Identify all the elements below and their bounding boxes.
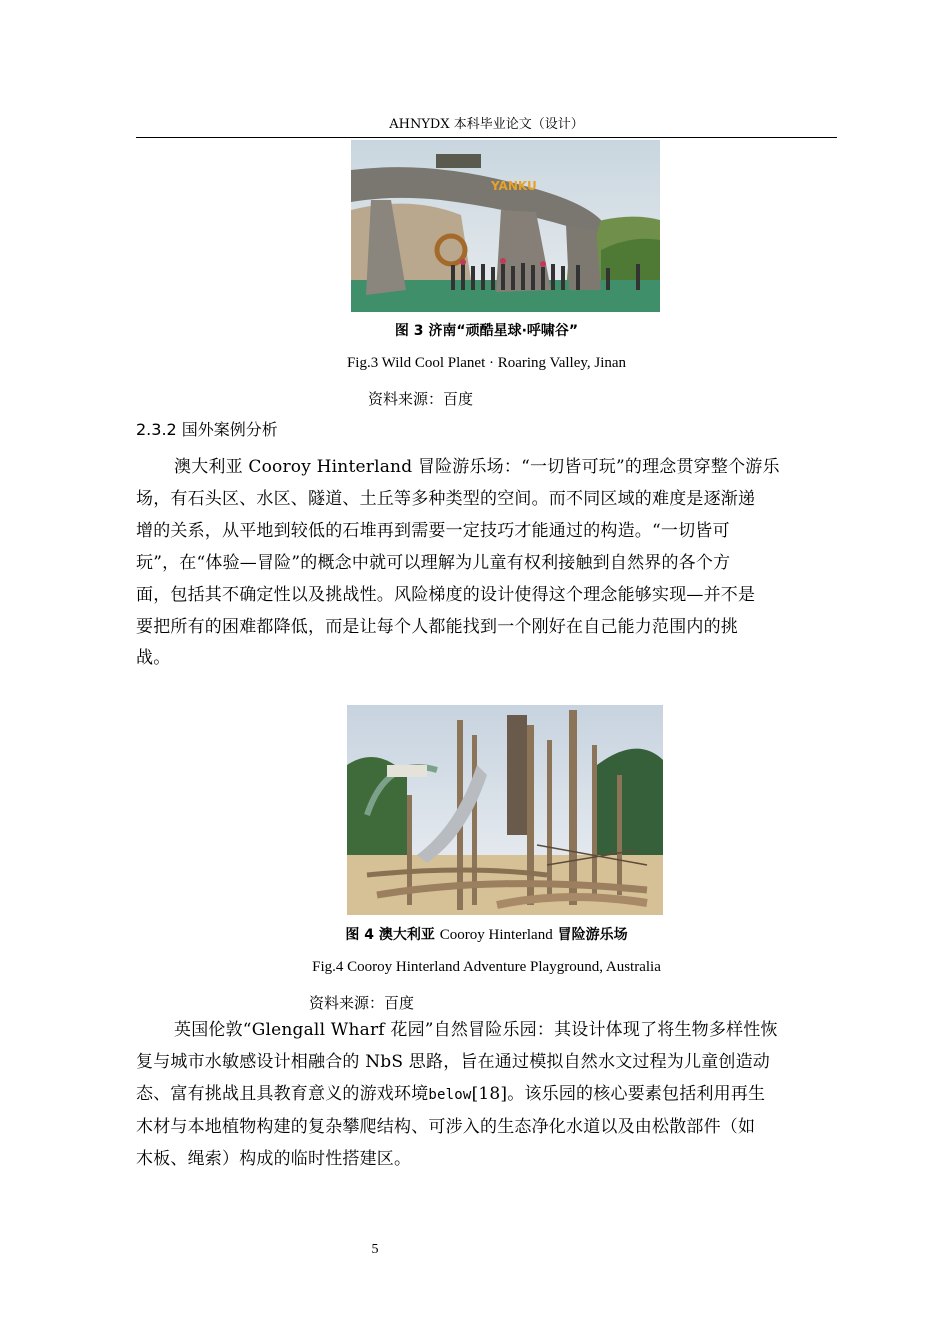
paragraph-1-line: 澳大利亚 Cooroy Hinterland 冒险游乐场：“一切皆可玩”的理念贯穿整个游乐 <box>174 457 780 477</box>
paragraph-1-line: 面，包括其不确定性以及挑战性。风险梯度的设计使得这个理念能够实现—并不是 <box>136 584 756 605</box>
figure-4-caption-en: Fig.4 Cooroy Hinterland Adventure Playground, Australia <box>312 959 661 975</box>
figure-4-caption-cn-suffix: 冒险游乐场 <box>552 927 628 943</box>
paragraph-2-line <box>136 1079 837 1112</box>
paragraph-2-line: 英国伦敦“Glengall Wharf 花园”自然冒险乐园：其设计体现了将生物多样性恢 <box>174 1020 778 1040</box>
page-header: AHNYDX 本科毕业论文（设计） <box>389 117 584 132</box>
paragraph-1-line: 增的关系，从平地到较低的石堆再到需要一定技巧才能通过的构造。“一切皆可 <box>136 520 730 541</box>
paragraph-1-line: 战。 <box>136 648 171 669</box>
figure-4-caption-cn <box>136 925 837 945</box>
paragraph-2-line3-post: [18]。该乐园的核心要素包括利用再生 <box>471 1083 766 1104</box>
figure-4-caption-cn-latin: Cooroy Hinterland <box>439 927 553 943</box>
paragraph-2-line: 木材与本地植物构建的复杂攀爬结构、可涉入的生态净化水道以及由松散部件（如 <box>136 1116 756 1137</box>
figure-4-caption-cn-prefix: 图 4 澳大利亚 <box>345 927 440 943</box>
paragraph-1-line: 要把所有的困难都降低，而是让每个人都能找到一个刚好在自己能力范围内的挑 <box>136 616 738 637</box>
page-number: 5 <box>371 1242 379 1257</box>
paragraph-1 <box>136 452 837 675</box>
figure-4-source: 资料来源：百度 <box>309 994 415 1012</box>
paragraph-1-line: 玩”，在“体验—冒险”的概念中就可以理解为儿童有权利接触到自然界的各个方 <box>136 552 731 573</box>
figure-4-photo <box>347 705 663 915</box>
paragraph-2-line: 木板、绳索）构成的临时性搭建区。 <box>136 1148 412 1169</box>
figure-3-source: 资料来源：百度 <box>368 390 474 408</box>
svg-text:YANKU: YANKU <box>491 179 537 193</box>
paragraph-2-line: 复与城市水敏感设计相融合的 NbS 思路，旨在通过模拟自然水文过程为儿童创造动 <box>136 1051 771 1072</box>
figure-3-caption-cn: 图 3 济南“顽酷星球·呼啸谷” <box>394 323 579 339</box>
paragraph-2-line3-pre: 态、富有挑战且具教育意义的游戏环境 <box>136 1083 429 1104</box>
header-rule <box>136 137 837 138</box>
section-heading: 2.3.2 国外案例分析 <box>136 420 278 439</box>
figure-3-photo <box>351 140 660 312</box>
figure-3-caption-en: Fig.3 Wild Cool Planet · Roaring Valley, Jinan <box>346 355 627 371</box>
paragraph-2 <box>136 1015 837 1176</box>
paragraph-2-line3-mono: below <box>428 1086 472 1103</box>
paragraph-1-line: 场，有石头区、水区、隧道、土丘等多种类型的空间。而不同区域的难度是逐渐递 <box>136 488 756 509</box>
